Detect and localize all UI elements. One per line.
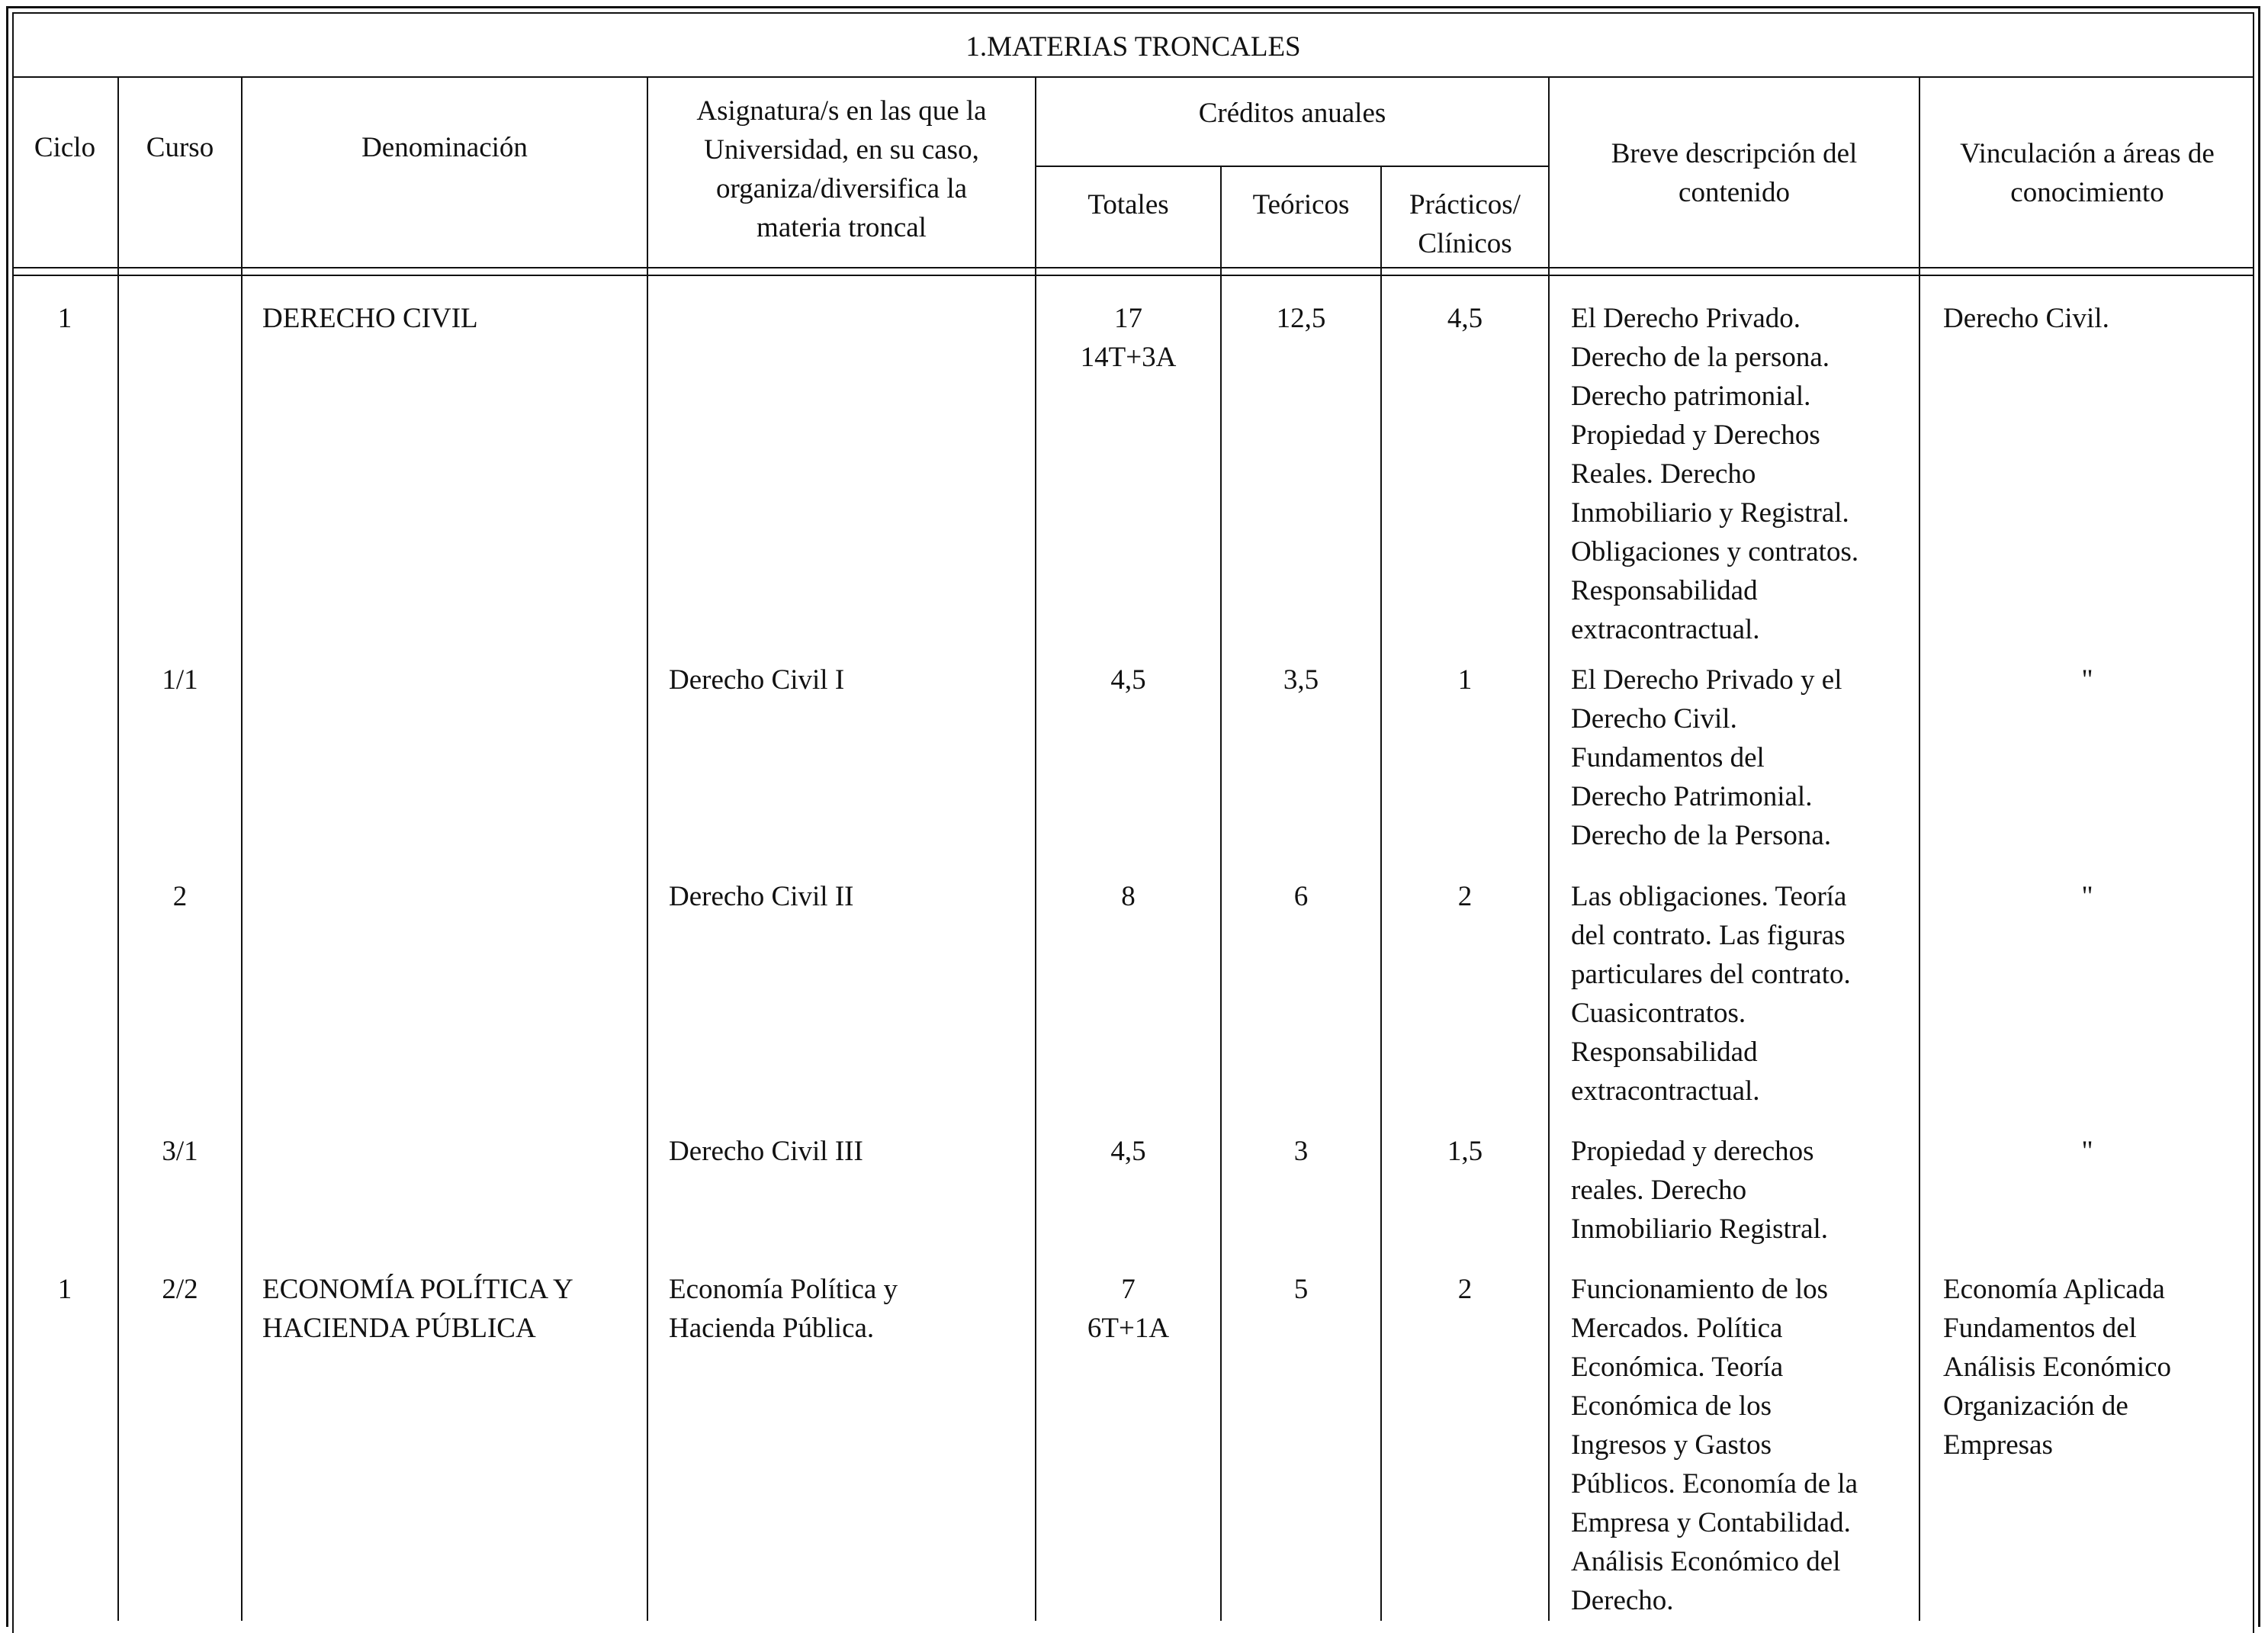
row-4-vinculacion: "	[2081, 1136, 2093, 1167]
col-divider-creditos	[1548, 76, 1550, 1621]
row-1-teoricos: 12,5	[1276, 303, 1326, 334]
row-5-denominacion: ECONOMÍA POLÍTICA Y HACIENDA PÚBLICA	[262, 1274, 573, 1344]
row-2-asignatura: Derecho Civil I	[669, 664, 845, 696]
row-5-teoricos: 5	[1293, 1274, 1309, 1305]
col-divider-denominacion	[647, 76, 648, 1621]
row-1-totales: 17 14T+3A	[1080, 303, 1177, 373]
header-vinculacion: Vinculación a áreas de conocimiento	[1960, 138, 2215, 208]
title-bottom-rule	[12, 76, 2254, 78]
row-5-descripcion: Funcionamiento de los Mercados. Política Económica. Teoría Económica de los Ingresos y Gastos Públicos. Economía de la Empresa y Contabilidad. Análisis Económico del Derecho.	[1571, 1274, 1858, 1616]
row-2-practicos: 1	[1457, 664, 1473, 696]
row-2-descripcion: El Derecho Privado y el Derecho Civil. Fundamentos del Derecho Patrimonial. Derecho de la Persona.	[1571, 664, 1842, 851]
row-2-curso: 1/1	[162, 664, 198, 696]
row-3-curso: 2	[172, 881, 188, 912]
col-divider-curso	[241, 76, 243, 1621]
row-3-descripcion: Las obligaciones. Teoría del contrato. Las figuras particulares del contrato. Cuasicontratos. Responsabilidad extracontractual.	[1571, 881, 1851, 1107]
row-5-asignatura: Economía Política y Hacienda Pública.	[669, 1274, 898, 1344]
row-2-teoricos: 3,5	[1283, 664, 1319, 696]
creditos-header-rule	[1035, 166, 1548, 167]
row-3-vinculacion: "	[2081, 881, 2093, 912]
row-5-curso: 2/2	[162, 1274, 198, 1305]
row-2-vinculacion: "	[2081, 664, 2093, 696]
row-5-practicos: 2	[1457, 1274, 1473, 1305]
row-1-practicos: 4,5	[1447, 303, 1483, 334]
row-3-practicos: 2	[1457, 881, 1473, 912]
row-1-ciclo: 1	[57, 303, 72, 334]
row-4-asignatura: Derecho Civil III	[669, 1136, 863, 1167]
header-creditos: Créditos anuales	[1198, 98, 1386, 129]
header-denominacion: Denominación	[361, 132, 528, 163]
row-5-vinculacion: Economía Aplicada Fundamentos del Análisis Económico Organización de Empresas	[1943, 1274, 2172, 1461]
row-2-totales: 4,5	[1110, 664, 1146, 696]
table-title: 1.MATERIAS TRONCALES	[965, 31, 1301, 63]
row-4-teoricos: 3	[1293, 1136, 1309, 1167]
row-4-curso: 3/1	[162, 1136, 198, 1167]
header-teoricos: Teóricos	[1252, 189, 1350, 220]
header-curso: Curso	[146, 132, 214, 163]
row-1-denominacion: DERECHO CIVIL	[262, 303, 478, 334]
header-ciclo: Ciclo	[34, 132, 96, 163]
row-5-totales: 7 6T+1A	[1087, 1274, 1170, 1344]
header-totales: Totales	[1087, 189, 1169, 220]
row-3-teoricos: 6	[1293, 881, 1309, 912]
row-4-practicos: 1,5	[1447, 1136, 1483, 1167]
header-descripcion: Breve descripción del contenido	[1611, 138, 1858, 208]
row-5-ciclo: 1	[57, 1274, 72, 1305]
row-4-descripcion: Propiedad y derechos reales. Derecho Inmobiliario Registral.	[1571, 1136, 1829, 1245]
row-4-totales: 4,5	[1110, 1136, 1146, 1167]
table-inner-frame	[12, 12, 2254, 1633]
row-3-totales: 8	[1121, 881, 1136, 912]
row-1-descripcion: El Derecho Privado. Derecho de la persona. Derecho patrimonial. Propiedad y Derechos Reales. Derecho Inmobiliario y Registral. Obligaciones y contratos. Responsabilidad extracontractual.	[1571, 303, 1859, 645]
header-practicos: Prácticos/ Clínicos	[1409, 189, 1521, 259]
header-bottom-rule	[12, 267, 2254, 268]
row-3-asignatura: Derecho Civil II	[669, 881, 854, 912]
header-bottom-rule-2	[12, 275, 2254, 276]
header-asignatura: Asignatura/s en las que la Universidad, en su caso, organiza/diversifica la materia troncal	[696, 95, 987, 243]
col-divider-ciclo	[117, 76, 119, 1621]
col-divider-descripcion	[1919, 76, 1920, 1621]
row-1-vinculacion: Derecho Civil.	[1943, 303, 2109, 334]
